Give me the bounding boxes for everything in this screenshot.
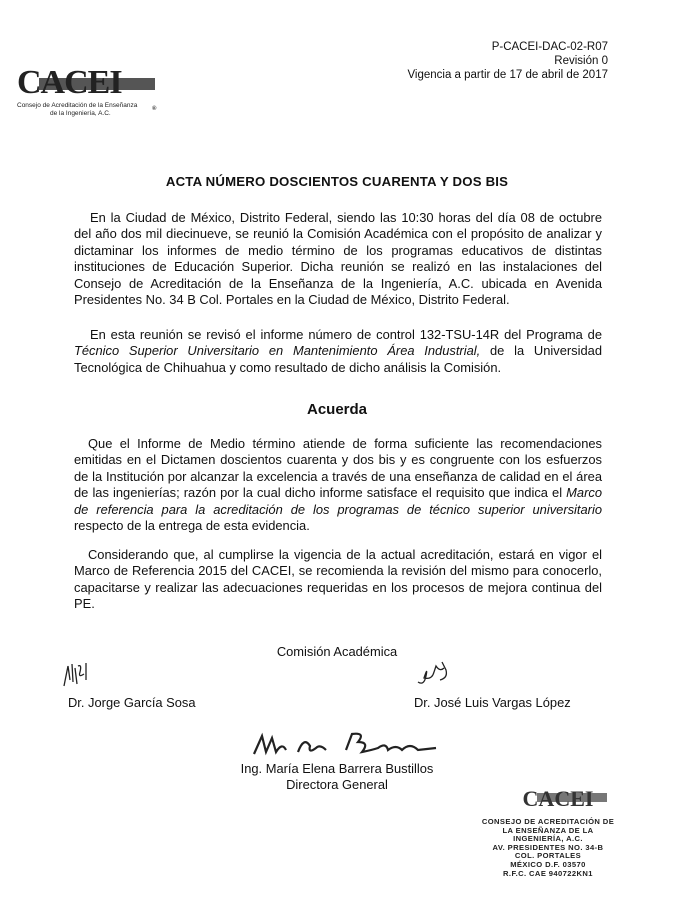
doc-code: P-CACEI-DAC-02-R07 (491, 41, 608, 53)
logo-subtitle-line2: de la Ingeniería, A.C. (50, 110, 111, 117)
committee-label: Comisión Académica (276, 644, 398, 659)
doc-revision: Revisión 0 (554, 55, 608, 67)
paragraph-recommendation: Considerando que, al cumplirse la vigencia de la actual acreditación, estará en vigor el Marco de Referencia 2015 del CACEI, se recomienda la revisión del mismo para conocerlo, capacitarse y realizar las adecuaciones requeridas en los procesos de mejora continua del PE. (74, 547, 602, 612)
doc-vigencia: Vigencia a partir de 17 de abril de 2017 (407, 69, 608, 81)
official-stamp (458, 786, 638, 878)
signature-right-name: Dr. José Luis Vargas López (414, 695, 571, 710)
signature-left-name: Dr. Jorge García Sosa (68, 695, 196, 710)
paragraph-resolution (74, 436, 602, 534)
stamp-line: LA ENSEÑANZA DE LA (502, 825, 594, 835)
logo-subtitle (17, 102, 167, 118)
stamp-text (458, 818, 638, 878)
stamp-logo-text: CACEI (522, 786, 594, 811)
paragraph-resolution-after: respecto de la entrega de esta evidencia. (74, 518, 310, 534)
paragraph-review (74, 327, 602, 376)
signature-director-scribble (246, 728, 442, 762)
stamp-line: COL. PORTALES (514, 851, 582, 861)
signature-right-scribble (414, 656, 454, 690)
stamp-line: MÉXICO D.F. 03570 (510, 859, 586, 869)
paragraph-review-after: de la Universidad Tecnológica de Chihuahua y como resultado de dicho análisis la Comisión. (74, 343, 602, 375)
director-name: Ing. María Elena Barrera Bustillos (240, 761, 434, 776)
signature-left-scribble (58, 660, 98, 690)
paragraph-review-before: En esta reunión se revisó el informe número de control 132-TSU-14R del Programa de (90, 327, 602, 342)
stamp-line: R.F.C. CAE 940722KN1 (503, 868, 593, 878)
cacei-logo (17, 66, 167, 118)
paragraph-resolution-before: Que el Informe de Medio término atiende de forma suficiente las recomendaciones emitidas en el Dictamen doscientos cuarenta y dos bis y es congruente con los esfuerzos de la Institución por alcanzar la excelencia a través de una enseñanza de calidad en el área de las ingenierías; razón por la cual dicho informe satisface el requisito que indica el (74, 436, 602, 501)
director-title: Directora General (286, 776, 388, 792)
paragraph-meeting: En la Ciudad de México, Distrito Federal, siendo las 10:30 horas del día 08 de octubre del año dos mil diecinueve, se reunió la Comisión Académica con el propósito de analizar y dictaminar los informes de medio término de los programas educativos de distintas instituciones de Educación Superior. Dicha reunión se realizó en las instalaciones del Consejo de Acreditación de la Enseñanza de la Ingeniería, A.C. ubicada en Avenida Presidentes No. 34 B Col. Portales en la Ciudad de México, Distrito Federal. (74, 210, 602, 308)
logo-registered-mark: ® (152, 106, 156, 112)
document-title: ACTA NÚMERO DOSCIENTOS CUARENTA Y DOS BIS (165, 174, 509, 189)
stamp-line: CONSEJO DE ACREDITACIÓN DE (481, 817, 615, 826)
document-metadata (407, 40, 608, 82)
logo-text: CACEI (17, 64, 122, 101)
stamp-line: INGENIERÍA, A.C. (513, 834, 583, 844)
program-name: Técnico Superior Universitario en Mantenimiento Área Industrial, (74, 343, 481, 359)
stamp-line: AV. PRESIDENTES NO. 34-B (492, 842, 604, 852)
logo-subtitle-line1: Consejo de Acreditación de la Enseñanza (17, 102, 138, 109)
acuerda-heading: Acuerda (306, 401, 368, 418)
reference-framework: Marco de referencia para la acreditación de los programas de técnico superior universitario (74, 485, 602, 517)
